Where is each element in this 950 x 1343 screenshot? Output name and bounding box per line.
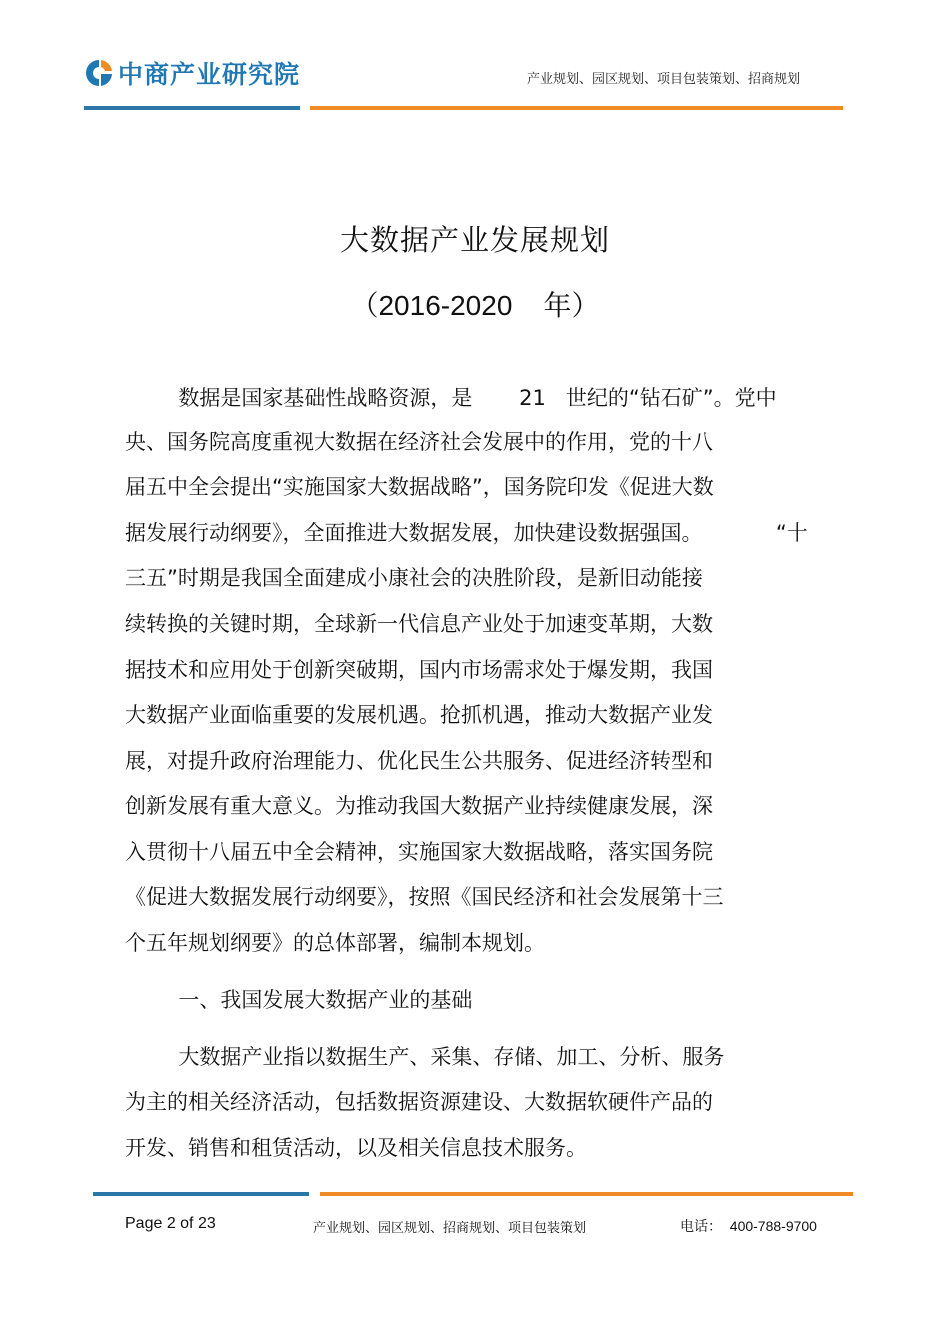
body-line: 据技术和应用处于创新突破期，国内市场需求处于爆发期，我国 bbox=[125, 658, 713, 682]
footer-phone: 电话： 400-788-9700 bbox=[680, 1218, 817, 1234]
body-line: 续转换的关键时期，全球新一代信息产业处于加速变革期，大数 bbox=[125, 612, 713, 636]
body-line: 开发、销售和租赁活动，以及相关信息技术服务。 bbox=[125, 1136, 587, 1160]
header-rule-orange bbox=[310, 106, 843, 110]
footer-rule-blue bbox=[93, 1192, 309, 1196]
header-rule-blue bbox=[84, 106, 300, 110]
document-subtitle: （2016-2020 年） bbox=[350, 290, 600, 321]
section-heading: 一、我国发展大数据产业的基础 bbox=[125, 988, 473, 1012]
body-line: 《促进大数据发展行动纲要》，按照《国民经济和社会发展第十三 bbox=[125, 885, 724, 909]
footer-tagline: 产业规划、园区规划、招商规划、项目包装策划 bbox=[313, 1221, 587, 1236]
logo-icon bbox=[84, 58, 114, 88]
body-line: 大数据产业指以数据生产、采集、存储、加工、分析、服务 bbox=[125, 1045, 725, 1069]
body-line: 三五”时期是我国全面建成小康社会的决胜阶段，是新旧动能接 bbox=[125, 566, 703, 590]
body-line: 个五年规划纲要》的总体部署，编制本规划。 bbox=[125, 931, 545, 955]
body-line: 创新发展有重大意义。为推动我国大数据产业持续健康发展，深 bbox=[125, 794, 713, 818]
logo-text: 中商产业研究院 bbox=[118, 60, 301, 89]
body-line: 展，对提升政府治理能力、优化民生公共服务、促进经济转型和 bbox=[125, 749, 713, 773]
body-line: 数据是国家基础性战略资源，是 21 世纪的“钻石矿”。党中 bbox=[125, 386, 777, 410]
body-line: 大数据产业面临重要的发展机遇。抢抓机遇，推动大数据产业发 bbox=[125, 703, 713, 727]
body-line: 央、国务院高度重视大数据在经济社会发展中的作用，党的十八 bbox=[125, 430, 713, 454]
document-title: 大数据产业发展规划 bbox=[339, 223, 610, 257]
page-number: Page 2 of 23 bbox=[125, 1215, 216, 1232]
company-logo bbox=[84, 56, 300, 90]
body-line: 据发展行动纲要》，全面推进大数据发展，加快建设数据强国。 “十 bbox=[125, 521, 808, 545]
body-line: 入贯彻十八届五中全会精神，实施国家大数据战略，落实国务院 bbox=[125, 840, 713, 864]
footer-rule-orange bbox=[320, 1192, 853, 1196]
body-line: 届五中全会提出“实施国家大数据战略”，国务院印发《促进大数 bbox=[125, 475, 714, 499]
body-line: 为主的相关经济活动，包括数据资源建设、大数据软硬件产品的 bbox=[125, 1090, 713, 1114]
header-tagline: 产业规划、园区规划、项目包装策划、招商规划 bbox=[526, 72, 800, 87]
